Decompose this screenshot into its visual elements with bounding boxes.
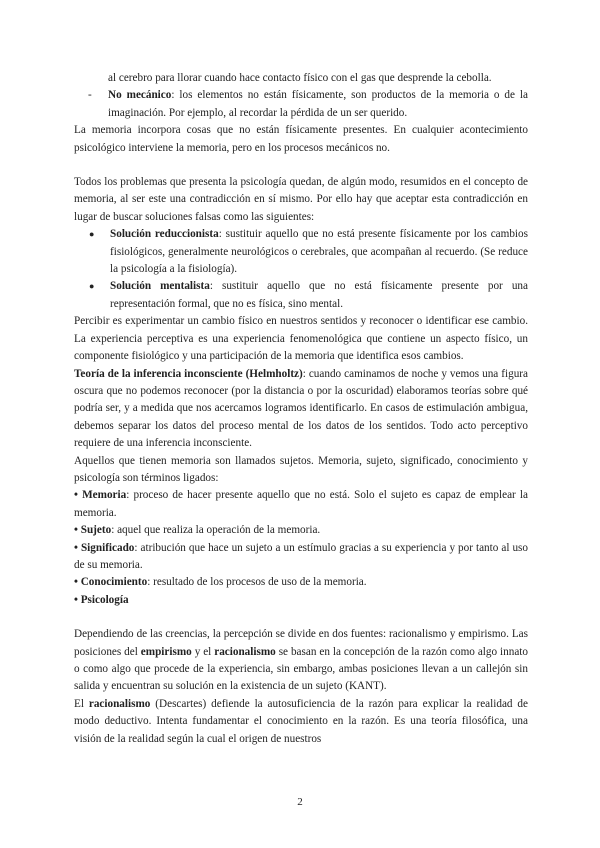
bullet-icon: ● xyxy=(89,229,95,240)
document-body xyxy=(74,70,528,748)
dash-item: - No mecánico: los elementos no están físicamente, son productos de la memoria o de la imaginación. Por ejemplo, al recordar la pérdida de un ser querido. xyxy=(88,89,528,119)
paragraph: La memoria incorpora cosas que no están físicamente presentes. En cualquier acontecimiento psicológico interviene la memoria, pero en los procesos mecánicos no. xyxy=(74,124,528,154)
definition-item: • Memoria: proceso de hacer presente aquello que no está. Solo el sujeto es capaz de emplear la memoria. xyxy=(74,489,529,519)
page-number: 2 xyxy=(297,796,303,808)
paragraph: El racionalismo (Descartes) defiende la autosuficiencia de la razón para explicar la realidad de modo deductivo. Intenta fundamentar el conocimiento en la razón. Es una teoría filosófica, una visión de la realidad según la cual el origen de nuestros xyxy=(74,697,528,745)
paragraph: Teoría de la inferencia inconsciente (Helmholtz): cuando caminamos de noche y vemos una figura oscura que no podemos reconocer (por la distancia o por la oscuridad) elaboramos teorías sobre qué podría ser, y a medida que nos acercamos logramos identificarlo. En casos de estimulación ambigua, debemos separar los datos del proceso mental de los datos de los sentidos. Todo acto perceptivo requiere de una inferencia inconsciente. xyxy=(74,367,528,450)
definition-item: • Sujeto: aquel que realiza la operación de la memoria. xyxy=(74,524,321,537)
definition-item: • Conocimiento: resultado de los procesos de uso de la memoria. xyxy=(74,576,367,589)
paragraph: Percibir es experimentar un cambio físico en nuestros sentidos y reconocer o identificar ese cambio. La experiencia perceptiva es una experiencia fenomenológica que contiene un aspecto físico, un componente fisiológico y una participación de la memoria que identifica esos cambios. xyxy=(74,315,528,363)
dash-marker: - xyxy=(88,89,92,102)
paragraph: Aquellos que tienen memoria son llamados sujetos. Memoria, sujeto, significado, conocimiento y psicología son términos ligados: xyxy=(74,454,528,484)
paragraph: Todos los problemas que presenta la psicología quedan, de algún modo, resumidos en el concepto de memoria, al ser este una contradicción en sí mismo. Por ello hay que aceptar esta contradicción en lugar de buscar soluciones falsas como las siguientes: xyxy=(74,176,528,223)
bullet-icon: ● xyxy=(89,281,95,292)
bullet-item: ● Solución mentalista: sustituir aquello que no está físicamente presente por una representación formal, que no es física, sino mental. xyxy=(89,280,528,310)
paragraph: Dependiendo de las creencias, la percepción se divide en dos fuentes: racionalismo y empirismo. Las posiciones del empirismo y el racionalismo se basan en la concepción de la razón como algo innato o como algo que procede de la experiencia, sin embargo, ambas posiciones llevan a un callejón sin salida y encuentran su solución en la existencia de un sujeto (KANT). xyxy=(74,628,528,693)
definition-item: • Significado: atribución que hace un sujeto a un estímulo gracias a su experiencia y por tanto al uso de su memoria. xyxy=(74,541,528,571)
bullet-item: ● Solución reduccionista: sustituir aquello que no está presente físicamente por los cambios fisiológicos, generalmente neurológicos o cerebrales, que acompañan al recuerdo. (Se reduce la psicología a la fisiología). xyxy=(89,228,528,276)
definition-item: • Psicología xyxy=(74,593,129,606)
paragraph: al cerebro para llorar cuando hace contacto físico con el gas que desprende la cebolla. xyxy=(108,72,492,84)
